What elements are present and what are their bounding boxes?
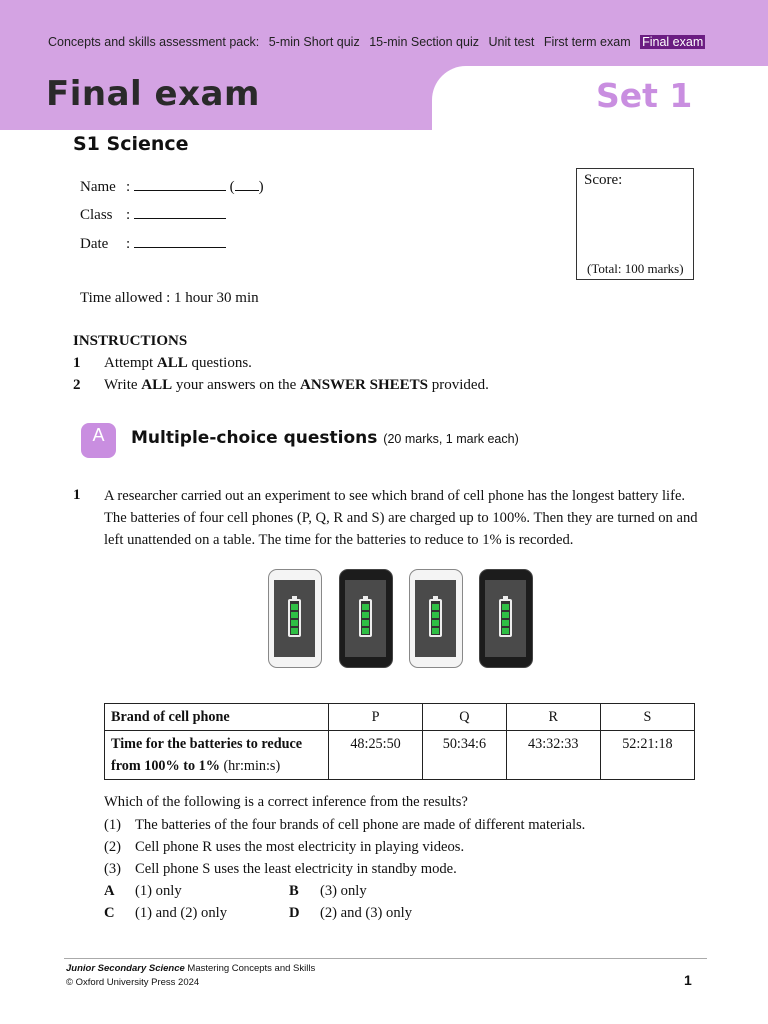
statement-1: (1) The batteries of the four brands of cell phone are made of different materials. — [104, 817, 586, 833]
instruction-2: 2 Write ALL your answers on the ANSWER SHEETS provided. — [73, 377, 489, 393]
battery-full-icon — [359, 599, 372, 637]
footer-book-title: Junior Secondary Science Mastering Concepts and Skills — [66, 963, 316, 974]
question-text: A researcher carried out an experiment to see which brand of cell phone has the longest battery life. The batteries of four cell phones (P, Q, R and S) are charged up to 100%. Then they are turned on and left unattended on a table. The time for the batteries to reduce to 1% is recorded. — [104, 488, 698, 548]
results-table — [104, 703, 695, 780]
section-title: Multiple-choice questions (20 marks, 1 mark each) — [131, 428, 519, 448]
table-header-time: Time for the batteries to reduce from 100% to 1% (hr:min:s) — [105, 731, 329, 780]
instructions-heading: INSTRUCTIONS — [73, 333, 188, 349]
phone-r-illustration — [409, 569, 463, 668]
table-row — [105, 704, 695, 731]
question-prompt: Which of the following is a correct inference from the results? — [104, 794, 468, 810]
instruction-1: 1 Attempt ALL questions. — [73, 355, 252, 371]
phone-p-illustration — [268, 569, 322, 668]
nav-item-unit-test[interactable]: Unit test — [488, 35, 535, 49]
phone-q-illustration — [339, 569, 393, 668]
class-number-field[interactable] — [235, 178, 259, 191]
subject-title: S1 Science — [73, 133, 189, 155]
date-row: Date : — [80, 235, 226, 253]
assessment-nav — [48, 35, 705, 49]
table-cell: Q — [423, 704, 507, 731]
nav-item-section-quiz[interactable]: 15-min Section quiz — [369, 35, 479, 49]
answer-option-d[interactable]: D (2) and (3) only — [289, 905, 412, 921]
table-row — [105, 731, 695, 780]
nav-label: Concepts and skills assessment pack: — [48, 35, 260, 49]
score-label: Score: — [584, 172, 623, 188]
statement-2: (2) Cell phone R uses the most electricity in playing videos. — [104, 839, 465, 855]
table-cell: S — [600, 704, 694, 731]
table-header-brand: Brand of cell phone — [105, 704, 329, 731]
score-total: (Total: 100 marks) — [587, 261, 684, 276]
class-label: Class — [80, 207, 113, 223]
date-label: Date — [80, 236, 109, 252]
class-row: Class : — [80, 206, 226, 224]
section-badge: A — [81, 423, 116, 458]
battery-full-icon — [288, 599, 301, 637]
table-cell: 43:32:33 — [506, 731, 600, 780]
date-field[interactable] — [134, 235, 226, 248]
page-number: 1 — [684, 972, 692, 988]
answer-option-a[interactable]: A (1) only — [104, 883, 182, 899]
name-field[interactable] — [134, 178, 226, 191]
footer-copyright: © Oxford University Press 2024 — [66, 977, 200, 988]
class-field[interactable] — [134, 206, 226, 219]
name-row: Name : ( ) — [80, 179, 264, 195]
phones-illustration — [268, 569, 534, 669]
nav-item-first-term-exam[interactable]: First term exam — [543, 35, 631, 49]
nav-item-final-exam[interactable]: Final exam — [642, 35, 704, 49]
set-label: Set 1 — [596, 76, 693, 115]
battery-full-icon — [499, 599, 512, 637]
answer-option-c[interactable]: C (1) and (2) only — [104, 905, 227, 921]
table-cell: P — [329, 704, 423, 731]
table-cell: 50:34:6 — [423, 731, 507, 780]
score-box[interactable] — [576, 168, 694, 280]
time-allowed: Time allowed : 1 hour 30 min — [80, 290, 259, 306]
question-number: 1 — [73, 487, 81, 503]
footer-divider — [64, 958, 707, 959]
answer-option-b[interactable]: B (3) only — [289, 883, 367, 899]
table-cell: 52:21:18 — [600, 731, 694, 780]
table-cell: R — [506, 704, 600, 731]
name-label: Name — [80, 179, 116, 195]
phone-s-illustration — [479, 569, 533, 668]
battery-full-icon — [429, 599, 442, 637]
statement-3: (3) Cell phone S uses the least electricity in standby mode. — [104, 861, 457, 877]
section-marks-note: (20 marks, 1 mark each) — [383, 432, 519, 446]
page-title: Final exam — [46, 74, 260, 114]
nav-item-short-quiz[interactable]: 5-min Short quiz — [268, 35, 360, 49]
table-cell: 48:25:50 — [329, 731, 423, 780]
